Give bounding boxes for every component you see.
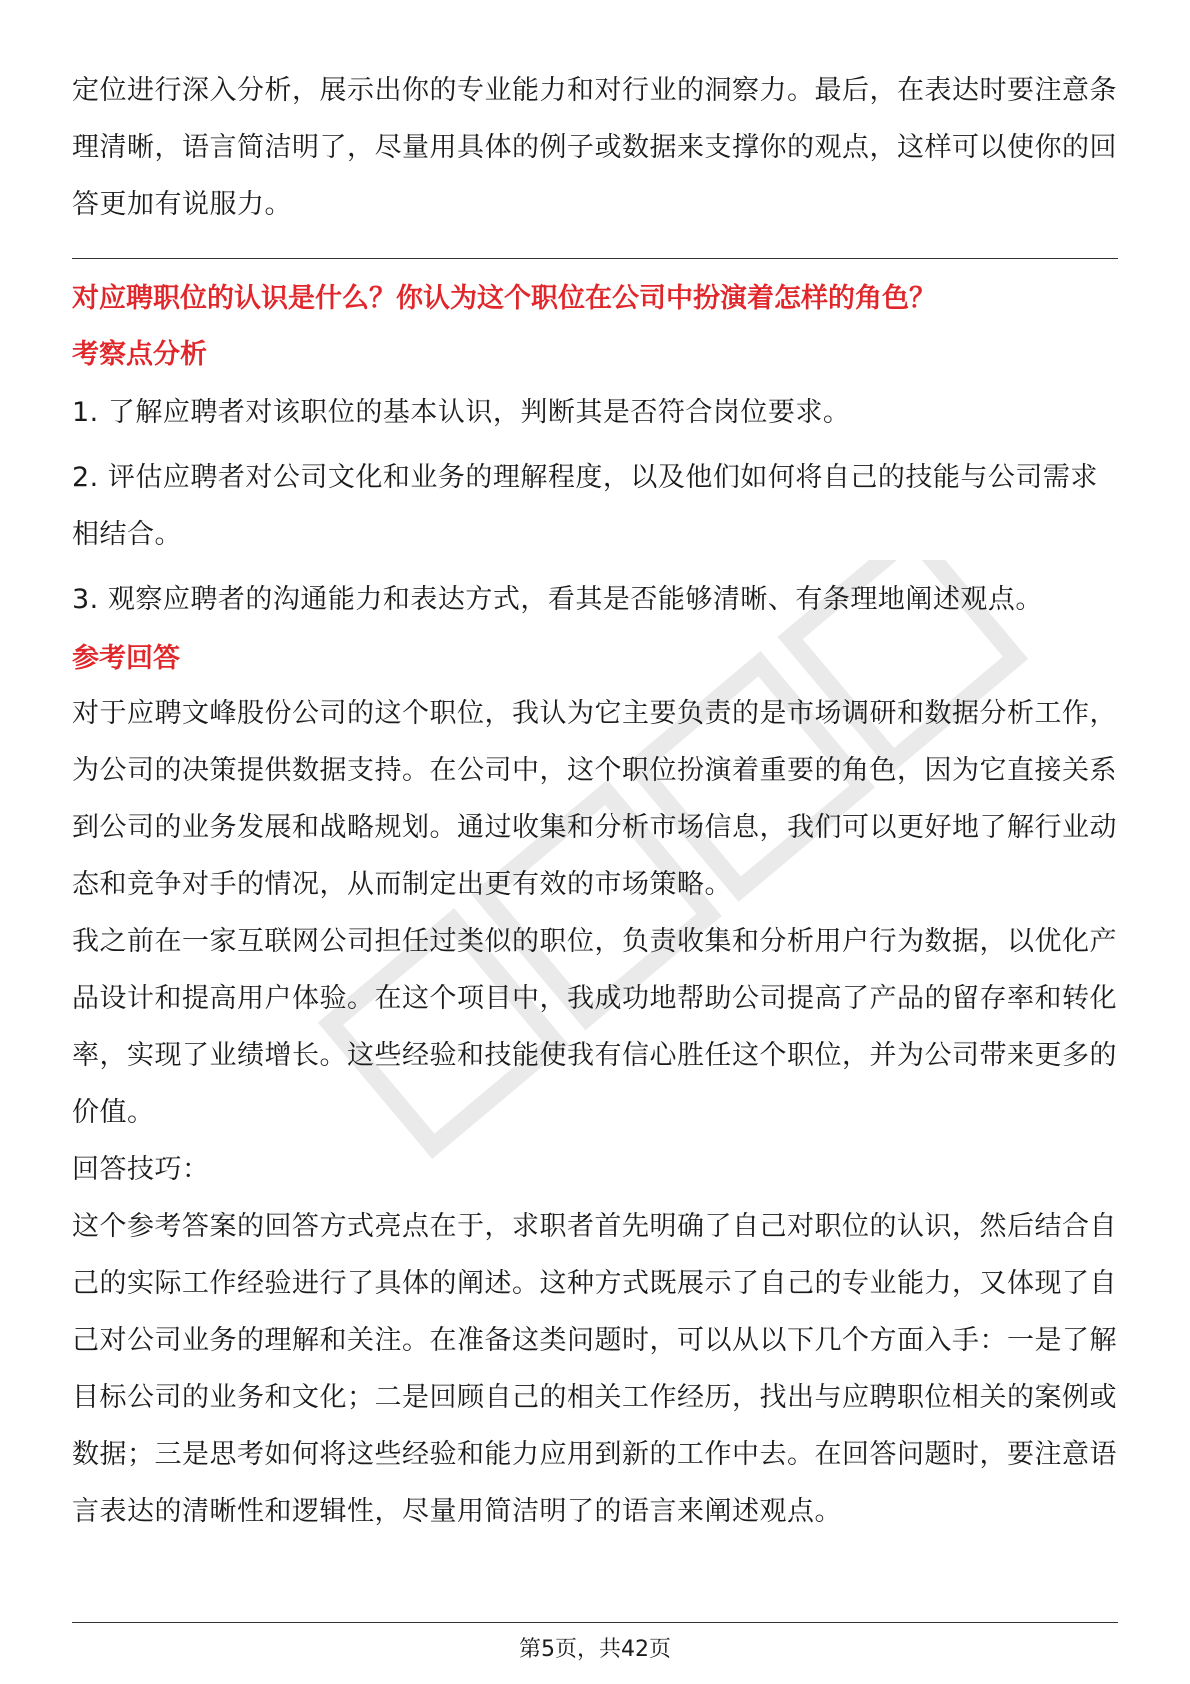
section-divider (72, 258, 1118, 259)
tips-label: 回答技巧： (72, 1154, 210, 1185)
question-title: 对应聘职位的认识是什么？你认为这个职位在公司中扮演着怎样的角色？ (72, 283, 936, 314)
tips-paragraph: 这个参考答案的回答方式亮点在于，求职者首先明确了自己对职位的认识，然后结合自己的实际工作经验进行了具体的阐述。这种方式既展示了自己的专业能力，又体现了自己对公司业务的理解和关注。在准备这类问题时，可以从以下几个方面入手：一是了解目标公司的业务和文化；二是回顾自己的相关工作经历，找出与应聘职位相关的案例或数据；三是思考如何将这些经验和能力应用到新的工作中去。在回答问题时，要注意语言表达的清晰性和逻辑性，尽量用简洁明了的语言来阐述观点。 (72, 1211, 1117, 1527)
answer-paragraph: 我之前在一家互联网公司担任过类似的职位，负责收集和分析用户行为数据，以优化产品设计和提高用户体验。在这个项目中，我成功地帮助公司提高了产品的留存率和转化率，实现了业绩增长。这些经验和技能使我有信心胜任这个职位，并为公司带来更多的价值。 (72, 926, 1117, 1128)
answer-body (72, 685, 1118, 1540)
analysis-list (72, 384, 1118, 636)
answer-heading: 参考回答 (72, 643, 180, 674)
analysis-item: 1. 了解应聘者对该职位的基本认识，判断其是否符合岗位要求。 (72, 397, 851, 428)
footer-divider (72, 1622, 1118, 1623)
intro-paragraph: 定位进行深入分析，展示出你的专业能力和对行业的洞察力。最后，在表达时要注意条理清晰，语言简洁明了，尽量用具体的例子或数据来支撑你的观点，这样可以使你的回答更加有说服力。 (72, 75, 1117, 220)
analysis-item: 3. 观察应聘者的沟通能力和表达方式，看其是否能够清晰、有条理地阐述观点。 (72, 584, 1043, 615)
analysis-item: 2. 评估应聘者对公司文化和业务的理解程度，以及他们如何将自己的技能与公司需求相结合。 (72, 462, 1098, 550)
page-number: 第5页，共42页 (519, 1637, 671, 1662)
analysis-heading: 考察点分析 (72, 339, 207, 370)
intro-section (72, 62, 1118, 233)
answer-paragraph: 对于应聘文峰股份公司的这个职位，我认为它主要负责的是市场调研和数据分析工作，为公司的决策提供数据支持。在公司中，这个职位扮演着重要的角色，因为它直接关系到公司的业务发展和战略规划。通过收集和分析市场信息，我们可以更好地了解行业动态和竞争对手的情况，从而制定出更有效的市场策略。 (72, 698, 1117, 900)
